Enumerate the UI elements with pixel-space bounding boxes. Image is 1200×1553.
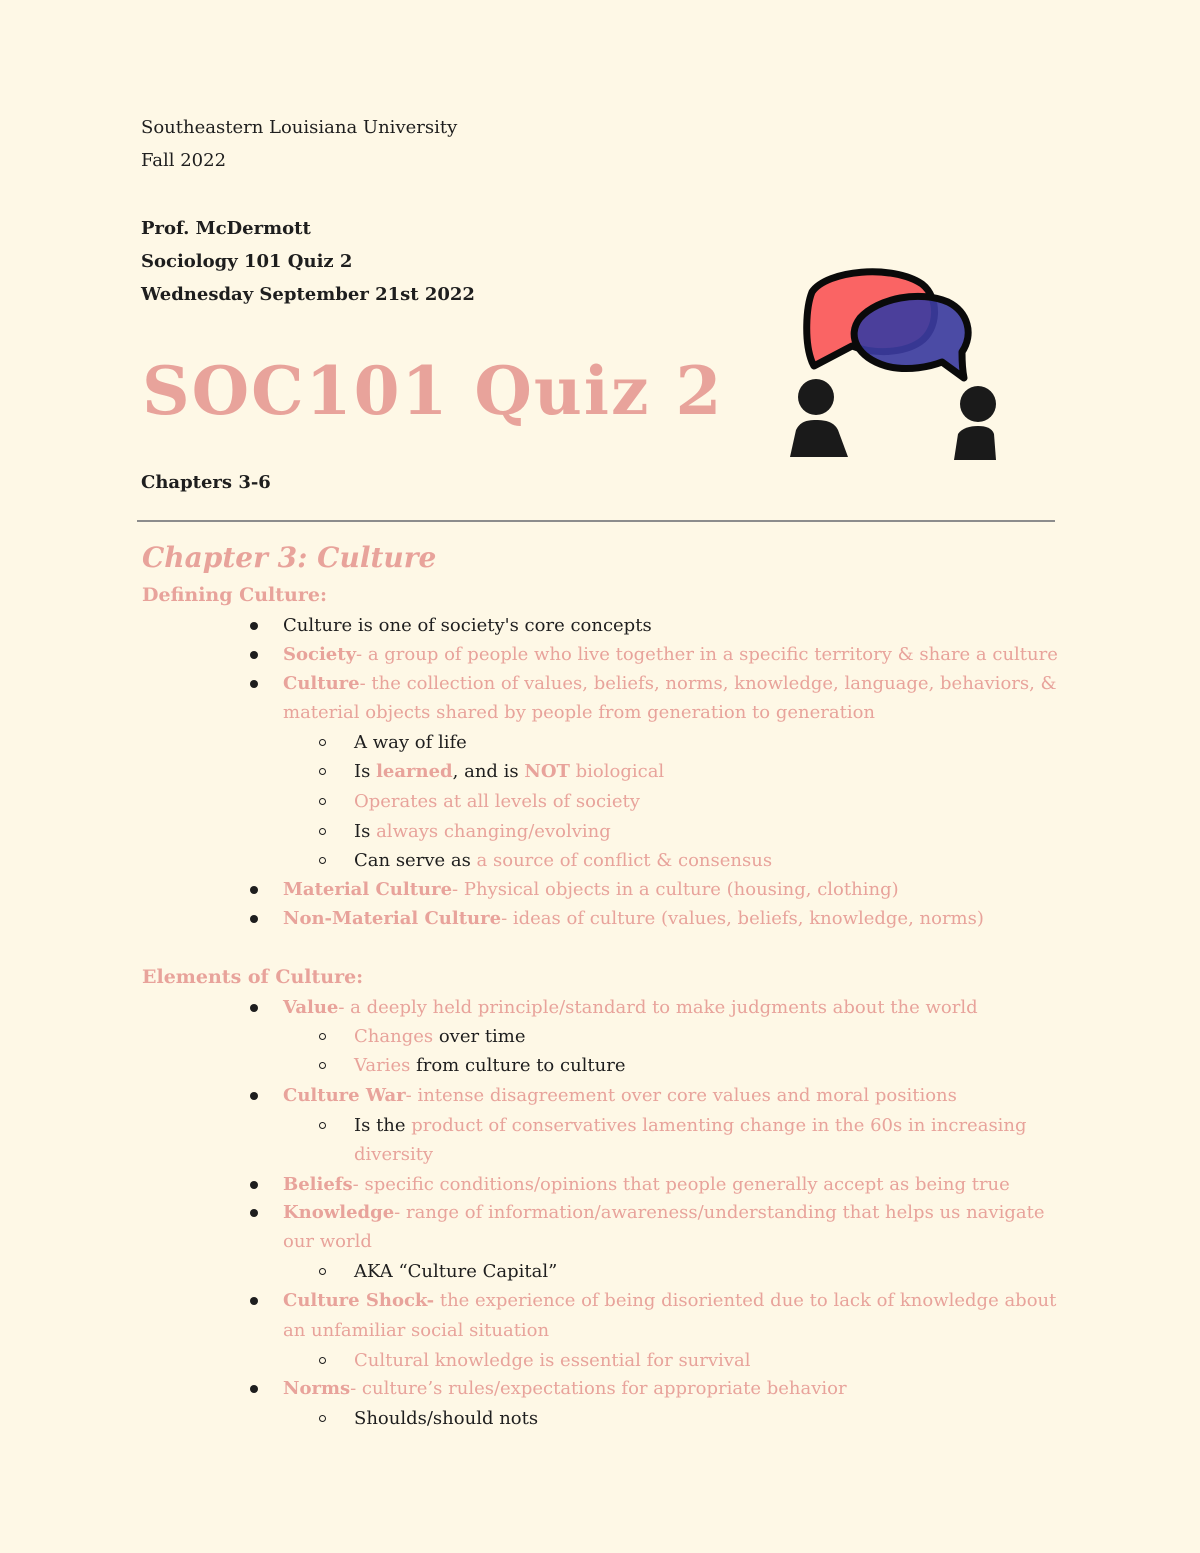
bullet-icon (250, 886, 258, 894)
section-heading-elements: Elements of Culture: (142, 966, 364, 988)
list-item: Beliefs- specific conditions/opinions that people generally accept as being true (283, 1174, 1010, 1195)
list-item: Society- a group of people who live together in a specific territory & share a culture (283, 644, 1058, 665)
sub-list-item: Varies from culture to culture (354, 1055, 626, 1076)
sub-list-item: Cultural knowledge is essential for survival (354, 1350, 751, 1371)
sub-bullet-icon (319, 1122, 326, 1129)
list-item: Culture Shock- the experience of being disoriented due to lack of knowledge about (283, 1290, 1057, 1311)
list-item: Culture War- intense disagreement over core values and moral positions (283, 1085, 957, 1106)
header-block (141, 111, 457, 177)
sub-list-item: Is always changing/evolving (354, 821, 611, 842)
sub-list-item: A way of life (354, 732, 467, 753)
course-name: Sociology 101 Quiz 2 (141, 251, 353, 272)
bullet-icon (250, 651, 258, 659)
sub-bullet-icon (319, 739, 326, 746)
chapters-range: Chapters 3-6 (141, 472, 271, 493)
person-left-head-icon (798, 379, 834, 415)
list-item: Knowledge- range of information/awareness/understanding that helps us navigate (283, 1202, 1045, 1223)
list-item: Value- a deeply held principle/standard to make judgments about the world (283, 997, 978, 1018)
university-name: Southeastern Louisiana University (141, 117, 458, 138)
bullet-icon (250, 1004, 258, 1012)
list-item: Culture is one of society's core concepts (283, 615, 652, 636)
person-right-head-icon (960, 386, 996, 422)
sub-list-item: Is learned, and is NOT biological (354, 761, 665, 782)
sub-bullet-icon (319, 1357, 326, 1364)
sub-bullet-icon (319, 828, 326, 835)
bullet-icon (250, 622, 258, 630)
chapter-heading: Chapter 3: Culture (142, 541, 437, 574)
sub-list-item: Shoulds/should nots (354, 1408, 539, 1429)
sub-bullet-icon (319, 857, 326, 864)
list-item-continuation: material objects shared by people from generation to generation (283, 702, 876, 723)
sub-bullet-icon (319, 1415, 326, 1422)
bullet-icon (250, 1092, 258, 1100)
sub-list-item: Can serve as a source of conflict & consensus (354, 850, 773, 871)
bullet-icon (250, 1181, 258, 1189)
person-left-body-icon (790, 420, 848, 457)
list-item: Culture- the collection of values, beliefs, norms, knowledge, language, behaviors, & (283, 673, 1057, 694)
sub-bullet-icon (319, 1062, 326, 1069)
bullet-icon (250, 1297, 258, 1305)
sub-list-item: Operates at all levels of society (354, 791, 640, 812)
list-item-continuation: an unfamiliar social situation (283, 1320, 550, 1341)
list-item: Non-Material Culture- ideas of culture (values, beliefs, knowledge, norms) (283, 908, 984, 929)
sub-bullet-icon (319, 798, 326, 805)
list-item-continuation: our world (283, 1231, 372, 1252)
bullet-icon (250, 680, 258, 688)
sub-bullet-icon (319, 768, 326, 775)
sub-bullet-icon (319, 1033, 326, 1040)
section-heading-defining: Defining Culture: (142, 584, 327, 606)
two-people-speech-bubbles-icon (782, 262, 1004, 466)
page-title: SOC101 Quiz 2 (142, 352, 724, 430)
sub-list-item-continuation: diversity (354, 1144, 434, 1165)
sub-list-item: Is the product of conservatives lamenting change in the 60s in increasing (354, 1115, 1027, 1136)
list-item: Norms- culture’s rules/expectations for appropriate behavior (283, 1378, 847, 1399)
bullet-icon (250, 1385, 258, 1393)
bullet-icon (250, 1209, 258, 1217)
quiz-date: Wednesday September 21st 2022 (141, 284, 475, 305)
blue-speech-bubble-icon (854, 296, 968, 378)
bullet-icon (250, 915, 258, 923)
term: Fall 2022 (141, 150, 227, 171)
course-info-block (141, 212, 475, 311)
person-right-body-icon (954, 426, 996, 460)
sub-list-item: AKA “Culture Capital” (354, 1261, 558, 1282)
professor-name: Prof. McDermott (141, 218, 311, 239)
list-item: Material Culture- Physical objects in a culture (housing, clothing) (283, 879, 899, 900)
horizontal-divider (137, 520, 1055, 522)
sub-bullet-icon (319, 1268, 326, 1275)
sub-list-item: Changes over time (354, 1026, 526, 1047)
